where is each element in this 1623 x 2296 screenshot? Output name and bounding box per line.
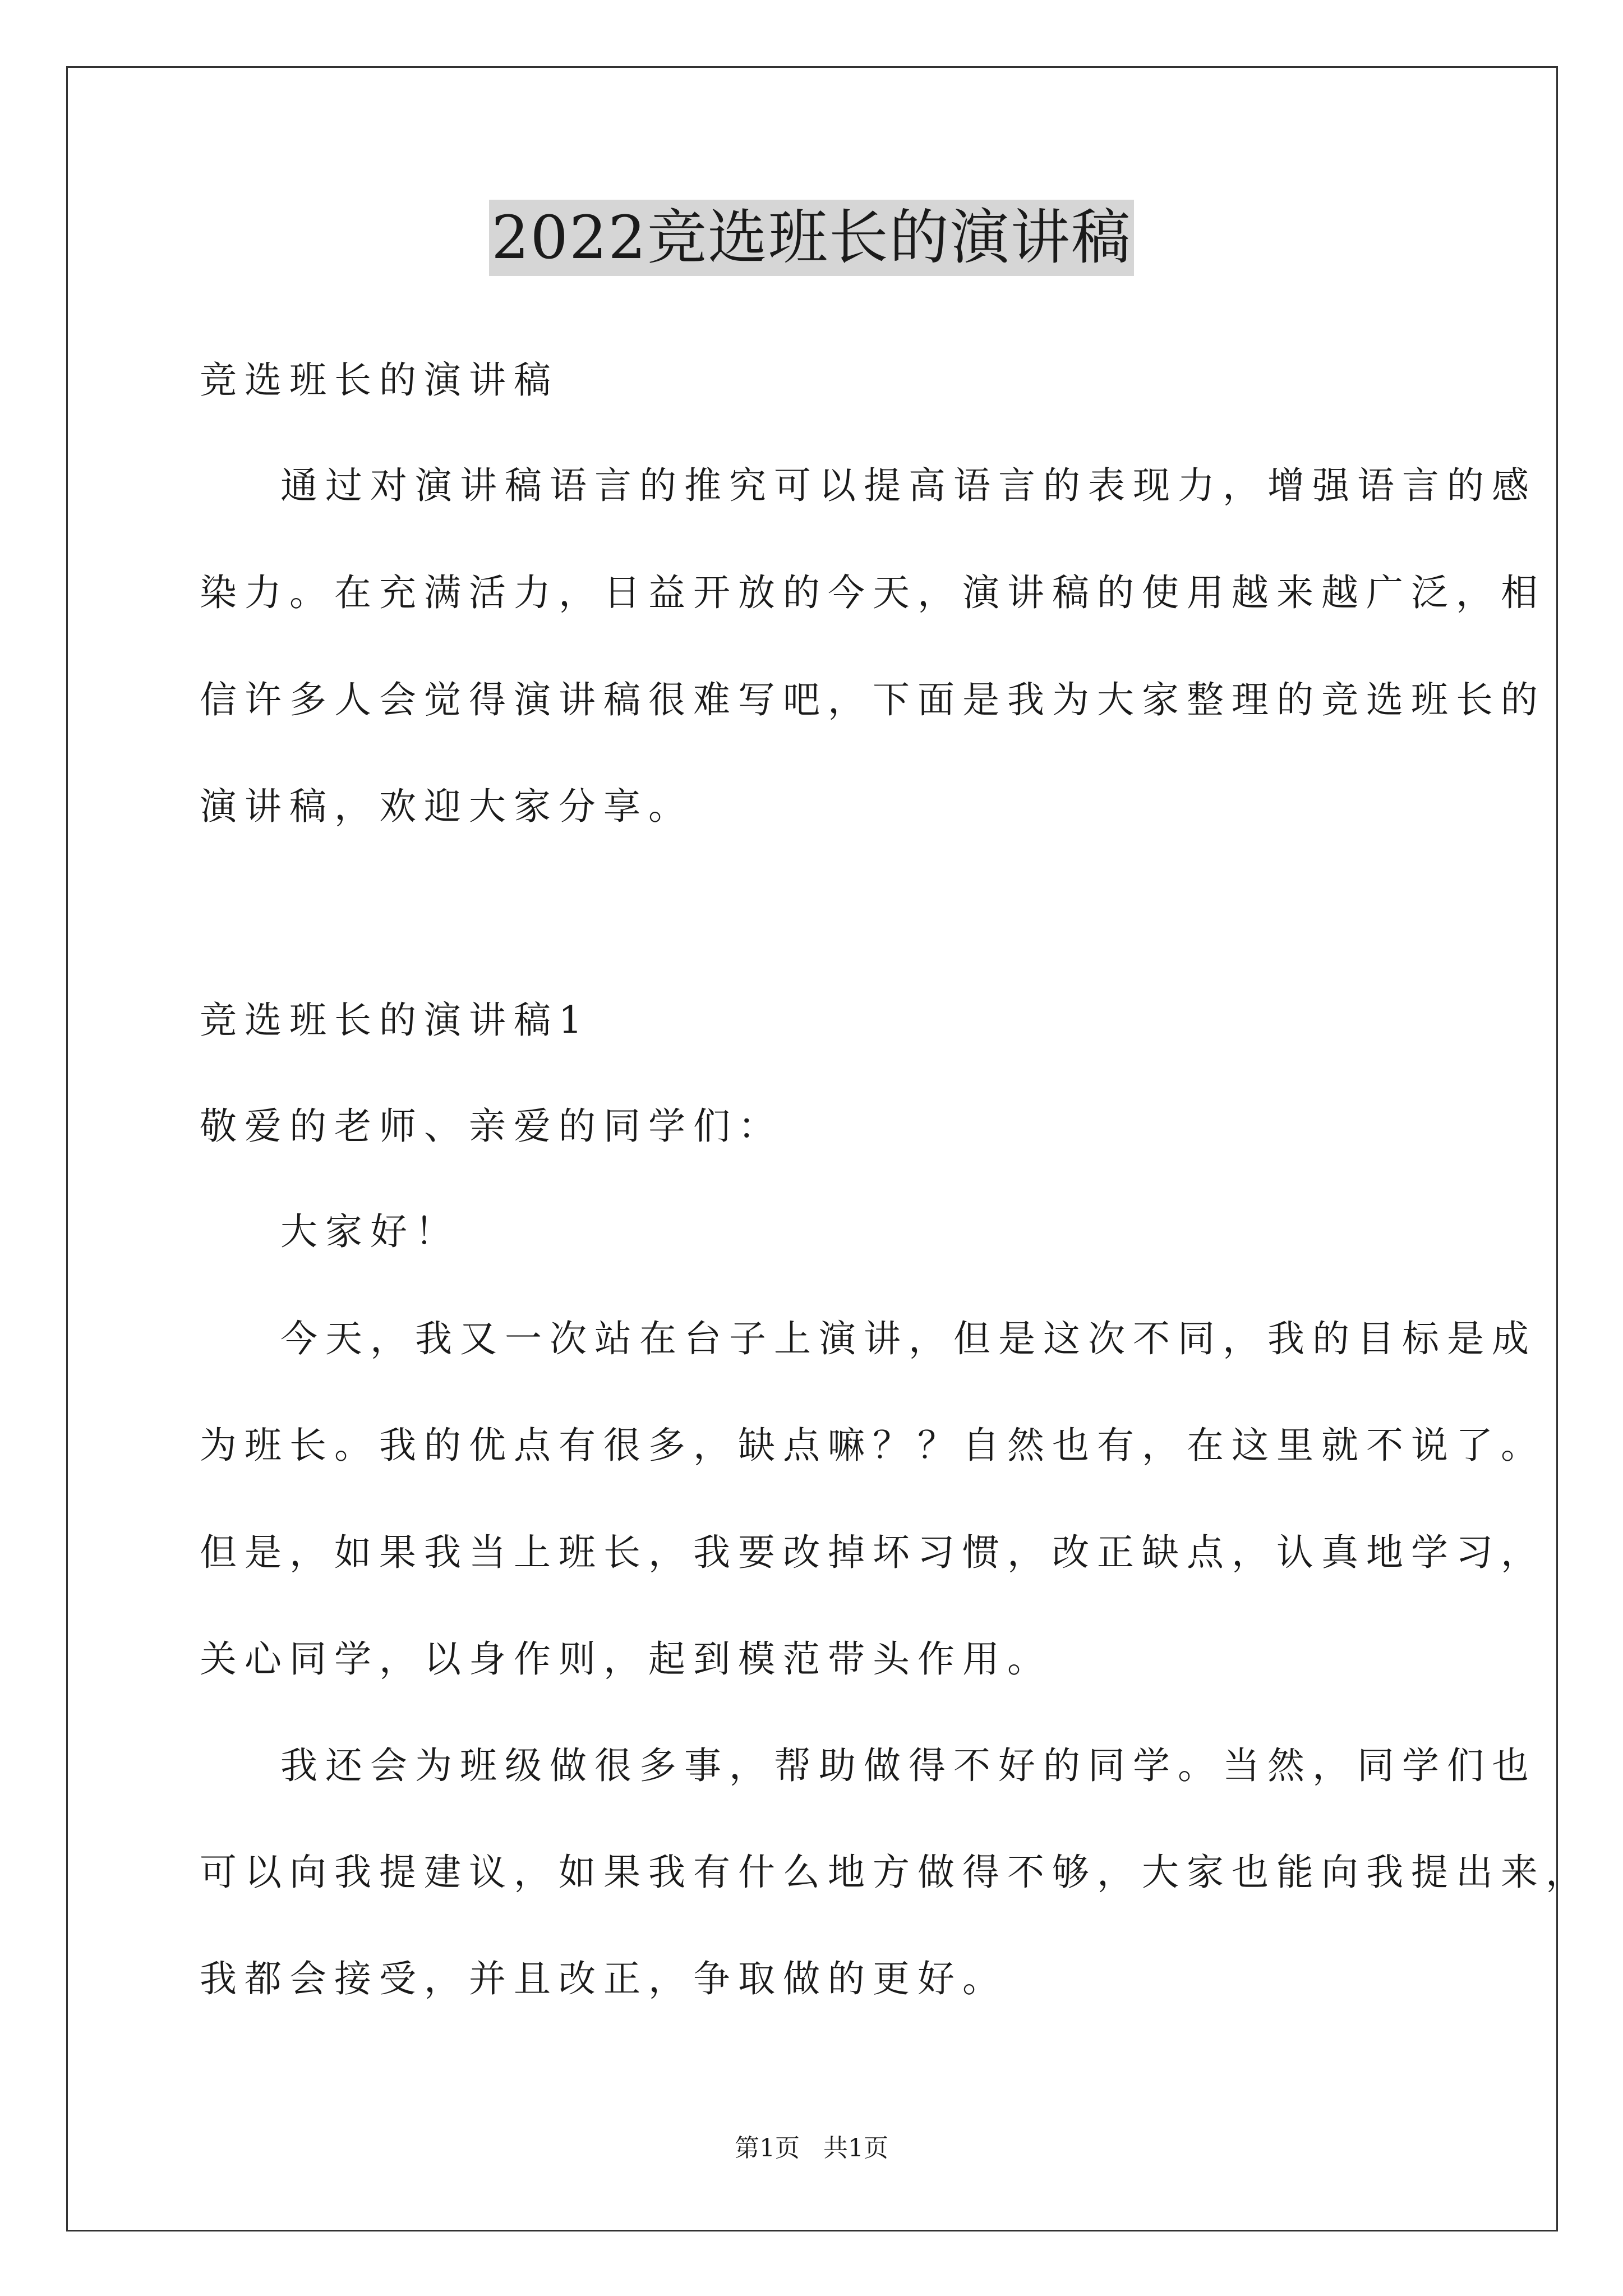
- page-footer: [0, 2132, 1623, 2165]
- paragraph-line: 但是，如果我当上班长，我要改掉坏习惯，改正缺点，认真地学习，: [200, 1531, 1546, 1574]
- paragraph-line: 我还会为班级做很多事，帮助做得不好的同学。当然，同学们也: [280, 1744, 1537, 1787]
- paragraph-line: 关心同学，以身作则，起到模范带头作用。: [200, 1637, 1052, 1681]
- page-number: 第1页: [735, 2134, 800, 2162]
- salutation-line: 敬爱的老师、亲爱的同学们：: [200, 1105, 783, 1148]
- paragraph-line: 可以向我提建议，如果我有什么地方做得不够，大家也能向我提出来，: [200, 1851, 1590, 1894]
- paragraph-line: 演讲稿，欢迎大家分享。: [200, 785, 693, 828]
- paragraph-line: 染力。在充满活力，日益开放的今天，演讲稿的使用越来越广泛，相: [200, 571, 1546, 614]
- paragraph-line: 通过对演讲稿语言的推究可以提高语言的表现力，增强语言的感: [280, 464, 1537, 507]
- section-heading: 竞选班长的演讲稿1: [200, 999, 590, 1042]
- page-total: 共1页: [823, 2134, 888, 2162]
- paragraph-line: 今天，我又一次站在台子上演讲，但是这次不同，我的目标是成: [280, 1317, 1537, 1360]
- document-title: 2022竞选班长的演讲稿: [489, 200, 1134, 276]
- greeting-line: 大家好！: [280, 1210, 460, 1253]
- paragraph-line: 我都会接受，并且改正，争取做的更好。: [200, 1957, 1007, 2000]
- title-container: [0, 200, 1623, 276]
- paragraph-line: 为班长。我的优点有很多，缺点嘛？？自然也有，在这里就不说了。: [200, 1424, 1546, 1467]
- subtitle-line: 竞选班长的演讲稿: [200, 358, 559, 402]
- paragraph-line: 信许多人会觉得演讲稿很难写吧，下面是我为大家整理的竞选班长的: [200, 678, 1546, 721]
